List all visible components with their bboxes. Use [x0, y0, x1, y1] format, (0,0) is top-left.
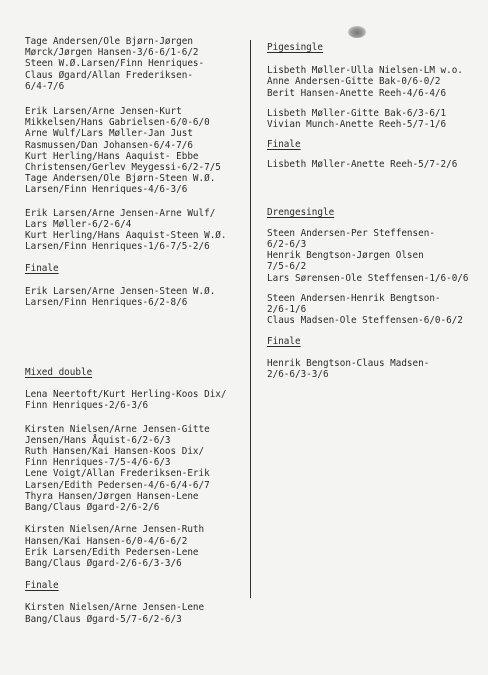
drengesingle-finale: Henrik Bengtson-Claus Madsen- 2/6-6/3-3/6	[267, 357, 430, 380]
finale-heading: Finale	[25, 263, 59, 275]
finale-heading: Finale	[267, 139, 301, 151]
herredouble-round2: Erik Larsen/Arne Jensen-Kurt Mikkelsen/Hans Gabrielsen-6/0-6/0 Arne Wulf/Lars Møller-Jan Just Rasmussen/Dan Johansen-6/4-7/6 Kurt Herling/Hans Aaquist- Ebbe Christensen/Gerlev Meygessi-6/2-7/5 Tage Andersen/Ole Bjørn-Steen W.Ø. Larsen/Finn Henriques-4/6-3/6	[25, 106, 221, 196]
mixed-round1: Lena Neertoft/Kurt Herling-Koos Dix/ Finn Henriques-2/6-3/6	[25, 389, 227, 412]
mixed-round2: Kirsten Nielsen/Arne Jensen-Gitte Jensen/Hans Åquist-6/2-6/3 Ruth Hansen/Kai Hansen-Koos Dix/ Finn Henriques-7/5-4/6-6/3 Lene Voigt/Allan Frederiksen-Erik Larsen/Edith Pedersen-4/6-6/4-6/7 Thyra Hansen/Jørgen Hansen-Lene Bang/Claus Øgard-2/6-2/6	[25, 423, 210, 514]
punch-hole	[348, 26, 366, 38]
pigesingle-heading: Pigesingle	[267, 42, 323, 53]
pigesingle-finale: Lisbeth Møller-Anette Reeh-5/7-2/6	[267, 159, 458, 171]
right-column	[267, 42, 482, 388]
drengesingle-heading: Drengesingle	[267, 206, 335, 218]
pigesingle-round1: Lisbeth Møller-Ulla Nielsen-LM w.o. Anne Andersen-Gitte Bak-0/6-0/2 Berit Hansen-Anette Reeh-4/6-4/6	[267, 65, 463, 99]
mixed-semifinals: Kirsten Nielsen/Arne Jensen-Ruth Hansen/Kai Hansen-6/0-4/6-6/2 Erik Larsen/Edith Pedersen-Lene Bang/Claus Øgard-2/6-6/3-3/6	[25, 524, 205, 569]
drengesingle-round1: Steen Andersen-Per Steffensen- 6/2-6/3 Henrik Bengtson-Jørgen Olsen 7/5-6/2 Lars Sørensen-Ole Steffensen-1/6-0/6	[267, 227, 469, 284]
finale-heading: Finale	[25, 580, 59, 592]
drengesingle-semifinals: Steen Andersen-Henrik Bengtson- 2/6-1/6 Claus Madsen-Ole Steffensen-6/0-6/2	[267, 292, 463, 327]
herredouble-semifinals: Erik Larsen/Arne Jensen-Arne Wulf/ Lars Møller-6/2-6/4 Kurt Herling/Hans Aaquist-Steen W.Ø. Larsen/Finn Henriques-1/6-7/5-2/6	[25, 207, 227, 253]
pigesingle-semifinals: Lisbeth Møller-Gitte Bak-6/3-6/1 Vivian Munch-Anette Reeh-5/7-1/6	[267, 107, 447, 131]
herredouble-round1: Tage Andersen/Ole Bjørn-Jørgen Mørck/Jørgen Hansen-3/6-6/1-6/2 Steen W.Ø.Larsen/Finn Henriques- Claus Øgard/Allan Frederiksen- 6/4-7/6	[25, 36, 205, 92]
herredouble-finale: Erik Larsen/Arne Jensen-Steen W.Ø. Larsen/Finn Henriques-6/2-8/6	[25, 285, 216, 308]
mixed-finale: Kirsten Nielsen/Arne Jensen-Lene Bang/Claus Øgard-5/7-6/2-6/3	[25, 602, 205, 625]
finale-heading: Finale	[267, 336, 301, 348]
left-column	[25, 36, 247, 633]
column-divider	[250, 40, 251, 598]
mixed-double-heading: Mixed double	[25, 367, 93, 379]
